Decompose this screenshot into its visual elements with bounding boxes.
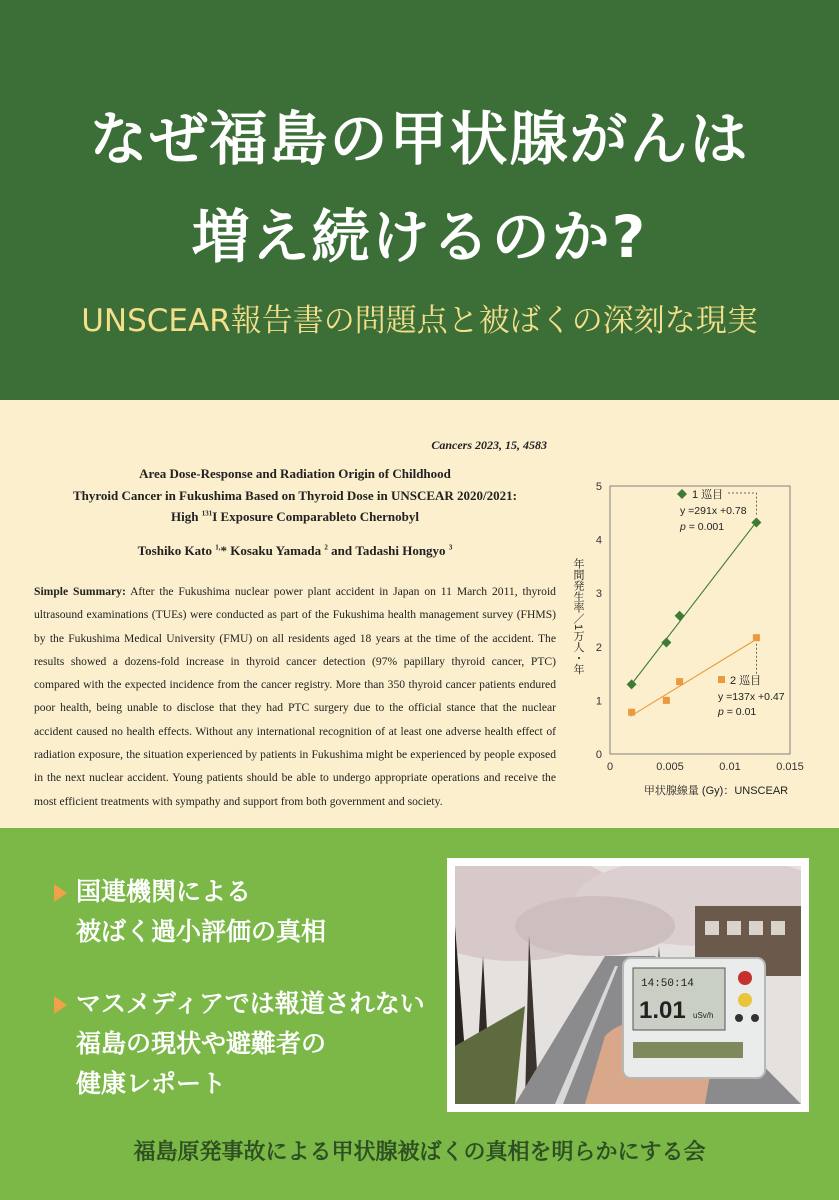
paper-title-line-3: High $^{131}$I Exposure Comparableto Chernobyl: [171, 509, 419, 524]
legend-label-series-2: 2 巡目: [730, 675, 762, 687]
triangle-bullet-icon: [54, 996, 67, 1014]
legend-marker-series-1: [677, 489, 687, 499]
device-time: 14:50:14: [641, 978, 694, 990]
fit-line: [630, 520, 757, 685]
x-tick-label: 0.005: [656, 761, 684, 773]
photo-illustration: [455, 866, 801, 1104]
data-point: [628, 709, 635, 716]
header-band: [0, 0, 839, 400]
title-line-1: なぜ福島の甲状腺がんは: [89, 105, 750, 173]
yellow-button-icon: [738, 993, 752, 1007]
pvalue-series-2: p = 0.01: [718, 706, 757, 718]
data-point: [753, 634, 760, 641]
triangle-bullet-icon: [54, 884, 67, 902]
bullet-un-agencies: 国連機関による 被ばく過小評価の真相: [54, 872, 326, 952]
red-button-icon: [738, 971, 752, 985]
data-point: [675, 611, 685, 621]
y-tick-label: 4: [595, 534, 602, 547]
x-tick-label: 0: [606, 761, 614, 773]
device-reading: 1.01: [639, 997, 686, 1024]
legend-label-series-1: 1 巡目: [692, 489, 724, 501]
dose-response-chart: [566, 472, 826, 802]
data-point: [627, 679, 637, 689]
summary-text: After the Fukushima nuclear power plant accident in Japan on 11 March 2011, thyroid ultrasound examinations (TUEs) were conducted as part of the Fukushima health management survey (FHMS) by the Fukushima Medical University (FMU) on all residents aged 18 years at the time of the accident. The results showed a dozens-fold increase in thyroid cancer detection (97% papillary thyroid cancer, PTC) compared with the expected incidence from the cancer registry. More than 350 thyroid cancer patients endured poor health, being unable to disclose that they had PTC surgery due to the official stance that the nuclear accident caused no health effects. Without any international recognition of at least one adverse health effect of radiation exposure, the situation experienced by patients in Fukushima might be experienced by people exposed in the next nuclear accident. Young patients should be able to undergo appropriate operations and receive the most efficient treatments with sympathy and support from both government and society.: [34, 585, 556, 808]
data-point: [661, 638, 671, 648]
subtitle: UNSCEAR報告書の問題点と被ばくの深刻な現実: [81, 303, 758, 339]
y-tick-label: 0: [595, 749, 602, 761]
y-tick-label: 2: [595, 641, 602, 654]
x-axis-label: 甲状腺線量 (Gy)：UNSCEAR: [643, 785, 789, 797]
paper-authors: Toshiko Kato $^{1,}$* Kosaku Yamada $^2$ and Tadashi Hongyo $^3$: [137, 543, 453, 558]
x-tick-label: 0.015: [776, 761, 804, 773]
y-tick-label: 5: [595, 481, 602, 493]
y-axis-label: 年間発生率／1万人・年: [572, 558, 584, 675]
organization-name: 福島原発事故による甲状腺被ばくの真相を明らかにする会: [133, 1140, 706, 1165]
paper-title-line-2: Thyroid Cancer in Fukushima Based on Thyroid Dose in UNSCEAR 2020/2021:: [72, 488, 518, 503]
simple-summary: [34, 580, 556, 813]
paper-title-line-1: Area Dose-Response and Radiation Origin of Childhood: [139, 466, 451, 481]
chart-svg: [566, 472, 826, 802]
bullet-media-report: マスメディアでは報道されない 福島の現状や避難者の 健康レポート: [54, 984, 425, 1104]
data-point: [663, 697, 670, 704]
pvalue-series-1: p = 0.001: [680, 521, 725, 533]
x-tick-label: 0.01: [719, 761, 741, 773]
equation-series-1: y =291x +0.78: [680, 505, 747, 517]
y-tick-label: 1: [595, 695, 602, 708]
equation-series-2: y =137x +0.47: [718, 691, 785, 703]
y-tick-label: 3: [595, 588, 602, 601]
data-point: [676, 678, 683, 685]
title-line-2: 増え続けるのか?: [191, 203, 648, 271]
legend-marker-series-2: [718, 676, 725, 683]
dosimeter-photo: [447, 858, 809, 1112]
journal-citation: Cancers 2023, 15, 4583: [431, 438, 547, 452]
device-unit: uSv/h: [693, 1011, 714, 1020]
summary-label: Simple Summary:: [34, 585, 126, 598]
